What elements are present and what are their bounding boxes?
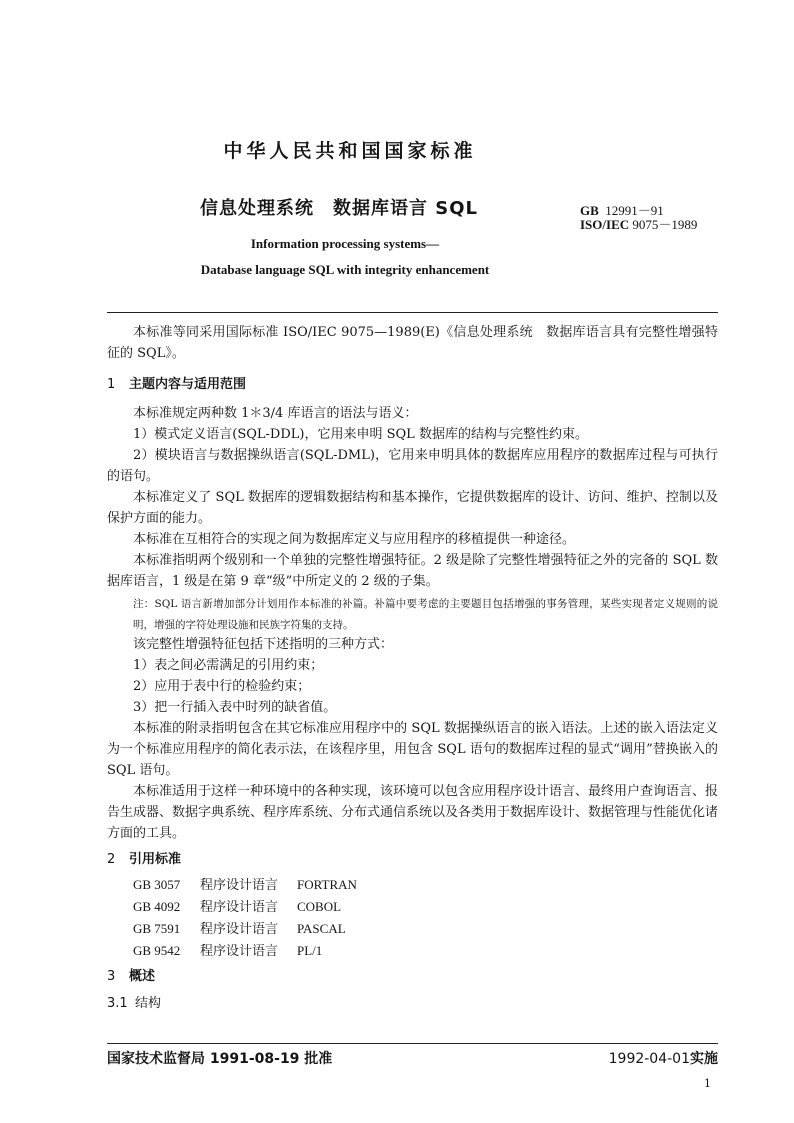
reference-row: [133, 896, 341, 918]
s1-paragraph-6: 本标准指明两个级别和一个单独的完整性增强特征。2 级是除了完整性增强特征之外的完备的 SQL 数据库语言，1 级是在第 9 章“级”中所定义的 2 级的子集。: [107, 553, 718, 589]
ref-code: GB 3057: [133, 877, 181, 892]
section-1-heading: [107, 374, 246, 395]
ref-code: GB 7591: [133, 921, 181, 936]
section-2-heading: [107, 849, 181, 870]
intro-paragraph: 本标准等同采用国际标准 ISO/IEC 9075—1989(E)《信息处理系统 数据库语言具有完整性增强特征的 SQL》。: [107, 325, 718, 361]
s1-paragraph-5: 本标准在互相符合的实现之间为数据库定义与应用程序的移植提供一种途径。: [133, 532, 576, 547]
section-3-1-heading: [107, 993, 161, 1014]
reference-row: [133, 918, 346, 940]
ref-desc: 程序设计语言: [200, 900, 279, 915]
section-3-title: 概述: [129, 969, 156, 984]
section-1-number: 1: [107, 377, 116, 392]
ref-code: GB 9542: [133, 943, 181, 958]
s1-paragraph-9: 2）应用于表中行的检验约束；: [133, 679, 311, 694]
reference-row: [133, 874, 357, 896]
ref-lang: PL/1: [297, 943, 323, 958]
section-2-number: 2: [107, 852, 116, 867]
reference-row: [133, 940, 322, 962]
section-3-heading: [107, 966, 155, 987]
s1-paragraph-7: 该完整性增强特征包括下述指明的三种方式：: [133, 637, 394, 652]
s1-paragraph-1: 本标准规定两种数 1＊3/4 库语言的语法与语义：: [133, 406, 418, 421]
s1-paragraph-12: 本标准适用于这样一种环境中的各种实现，该环境可以包含应用程序设计语言、最终用户查询语言、报告生成器、数据字典系统、程序库系统、分布式通信系统以及各类用于数据库设计、数据管理与性能优化诸方面的工具。: [107, 784, 719, 841]
header-divider: [107, 312, 718, 313]
effective-date: 1992-04-01: [608, 1051, 690, 1067]
effective-line: [609, 1048, 718, 1068]
section-3-1-number: 3.1: [107, 996, 128, 1011]
approval-line: 国家技术监督局 1991-08-19 批准: [107, 1051, 333, 1067]
effective-label: 实施: [690, 1051, 718, 1067]
s1-paragraph-4: 本标准定义了 SQL 数据库的逻辑数据结构和基本操作，它提供数据库的设计、访问、维护、控制以及保护方面的能力。: [107, 490, 718, 526]
national-standard-heading: 中华人民共和国国家标准: [223, 140, 477, 162]
s1-note: 注：SQL 语言新增加部分计划用作本标准的补篇。补篇中要考虑的主要题目包括增强的事务管理，某些实现者定义规则的说明，增强的字符处理设施和民族字符集的支持。: [133, 598, 718, 631]
ref-desc: 程序设计语言: [200, 922, 279, 937]
section-2-title: 引用标准: [129, 852, 182, 867]
section-3-number: 3: [107, 969, 116, 984]
ref-desc: 程序设计语言: [200, 944, 279, 959]
section-3-1-title: 结构: [135, 996, 162, 1011]
document-title-cn: 信息处理系统 数据库语言 SQL: [200, 198, 479, 219]
ref-lang: FORTRAN: [297, 877, 357, 892]
s1-paragraph-2: 1）模式定义语言(SQL-DDL)，它用来申明 SQL 数据库的结构与完整性约束。: [133, 427, 588, 442]
section-1-title: 主题内容与适用范围: [129, 377, 247, 392]
s1-paragraph-11: 本标准的附录指明包含在其它标准应用程序中的 SQL 数据操纵语言的嵌入语法。上述的嵌入语法定义为一个标准应用程序的简化表示法，在该程序里，用包含 SQL 语句的数据库过程的显式“调用”替换嵌入的 SQL 语句。: [107, 721, 718, 778]
ref-code: GB 4092: [133, 899, 181, 914]
page-number: 1: [704, 1077, 711, 1090]
standard-code-block: [580, 204, 697, 232]
footer-divider: [107, 1043, 718, 1044]
gb-label: GB: [580, 203, 599, 218]
gb-number: 12991－91: [605, 203, 664, 218]
iso-label: ISO/IEC: [580, 217, 630, 232]
document-title-en-line1: Information processing systems—: [250, 236, 440, 251]
s1-paragraph-8: 1）表之间必需满足的引用约束；: [133, 658, 324, 673]
ref-lang: PASCAL: [297, 921, 346, 936]
ref-desc: 程序设计语言: [200, 878, 279, 893]
iso-number: 9075－1989: [632, 217, 698, 232]
ref-lang: COBOL: [297, 899, 342, 914]
document-title-en-line2: Database language SQL with integrity enhancement: [200, 262, 490, 277]
s1-paragraph-3: 2）模块语言与数据操纵语言(SQL-DML)，它用来申明具体的数据库应用程序的数据库过程与可执行的语句。: [107, 448, 718, 484]
s1-paragraph-10: 3）把一行插入表中时列的缺省值。: [133, 700, 337, 715]
